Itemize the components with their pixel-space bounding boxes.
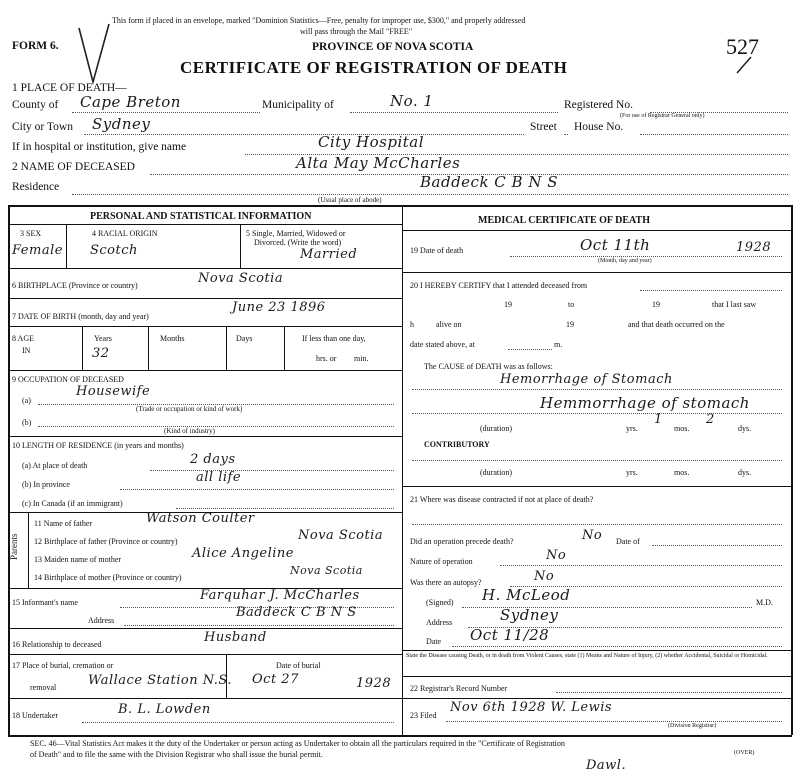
house-no-label: House No. [574, 121, 624, 133]
dys-2-label: dys. [738, 468, 752, 477]
certify-year-c: 19 [566, 320, 574, 329]
contributory-label: CONTRIBUTORY [424, 440, 490, 449]
sex-value: Female [12, 243, 63, 258]
relationship-label: 16 Relationship to deceased [12, 640, 102, 649]
slash-mark-icon [735, 55, 755, 75]
in-province-label: (b) In province [22, 480, 70, 489]
dob-value: June 23 1896 [232, 300, 326, 315]
marital-label-2: Divorced. (Write the word) [254, 238, 342, 247]
date-of-death-value: Oct 11th [580, 236, 651, 254]
occupation-a: (a) [22, 396, 31, 405]
certify-label: 20 I HEREBY CERTIFY that I attended deceased from [410, 281, 588, 290]
marital-value: Married [300, 247, 358, 262]
in-province-value: all life [196, 470, 242, 485]
burial-date-label: Date of burial [276, 661, 321, 670]
form-number: FORM 6. [12, 40, 59, 52]
mother-value: Alice Angeline [192, 546, 294, 561]
footer-initials: Dawl. [586, 758, 627, 773]
undertaker-value: B. L. Lowden [118, 702, 211, 717]
age-label: 8 AGE [12, 334, 34, 343]
birthplace-value: Nova Scotia [198, 271, 284, 286]
mother-label: 13 Maiden name of mother [34, 555, 122, 564]
place-of-death-label: 1 PLACE OF DEATH— [12, 82, 127, 94]
certify-occurred: and that death occurred on the [628, 320, 725, 329]
less-than-day-label: If less than one day, [302, 334, 366, 343]
dob-label: 7 DATE OF BIRTH (month, day and year) [12, 312, 149, 321]
relationship-value: Husband [204, 630, 267, 645]
racial-origin-value: Scotch [90, 243, 138, 258]
undertaker-label: 18 Undertaker [12, 711, 58, 720]
date-of-label: Date of [616, 537, 640, 546]
marital-label-1: 5 Single, Married, Widowed or [246, 229, 346, 238]
birthplace-label: 6 BIRTHPLACE (Province or country) [12, 281, 138, 290]
dys-label: dys. [738, 424, 752, 433]
registrar-record-label: 22 Registrar's Record Number [410, 684, 508, 693]
occupation-value: Housewife [76, 384, 151, 399]
duration-label: (duration) [480, 424, 512, 433]
certify-year-b: 19 [652, 300, 660, 309]
occupation-a-note: (Trade or occupation or kind of work) [136, 405, 243, 413]
yrs-label: yrs. [626, 424, 638, 433]
occupation-b-note: (Kind of industry) [164, 427, 215, 435]
hospital-value: City Hospital [318, 133, 425, 151]
certify-date-stated: date stated above, at [410, 340, 475, 349]
informant-label: 15 Informant's name [12, 598, 78, 607]
deceased-name-label: 2 NAME OF DECEASED [12, 161, 135, 173]
residence-note: (Usual place of abode) [318, 196, 382, 204]
racial-origin-label: 4 RACIAL ORIGIN [92, 229, 158, 238]
autopsy-value: No [534, 569, 555, 584]
informant-value: Farquhar J. McCharles [200, 588, 360, 603]
duration-2-label: (duration) [480, 468, 512, 477]
date-of-death-label: 19 Date of death [410, 246, 464, 255]
certify-alive: alive on [436, 320, 462, 329]
mail-notice-1: This form if placed in an envelope, marked "Dominion Statistics—Free, penalty for improper use, $300," and properly addressed [112, 16, 526, 25]
days-label: Days [236, 334, 253, 343]
operation-value: No [582, 528, 603, 543]
parents-label: Parents [9, 533, 19, 560]
certify-last-saw: that I last saw [712, 300, 757, 309]
father-birthplace-label: 12 Birthplace of father (Province or country) [34, 537, 178, 546]
months-label: Months [160, 334, 185, 343]
operation-label: Did an operation precede death? [410, 537, 514, 546]
registered-no-label: Registered No. [564, 99, 633, 111]
date-of-death-year: 1928 [736, 240, 772, 255]
burial-label-2: removal [30, 683, 57, 692]
medical-date-value: Oct 11/28 [470, 626, 550, 644]
filed-value: Nov 6th 1928 W. Lewis [450, 700, 613, 715]
mother-birthplace-value: Nova Scotia [290, 564, 363, 577]
city-value: Sydney [92, 115, 151, 133]
mos-value: 2 [706, 412, 715, 427]
at-place-label: (a) At place of death [22, 461, 88, 470]
occupation-b: (b) [22, 418, 32, 427]
county-label: County of [12, 99, 59, 111]
years-label: Years [94, 334, 112, 343]
burial-label-1: 17 Place of burial, cremation or [12, 661, 114, 670]
years-value: 32 [92, 346, 110, 361]
hrs-label: hrs. or [316, 354, 337, 363]
medical-address-label: Address [426, 618, 453, 627]
mos-label: mos. [674, 424, 690, 433]
father-value: Watson Coulter [146, 511, 255, 526]
hospital-label: If in hospital or institution, give name [12, 141, 187, 153]
burial-date-value: Oct 27 [252, 672, 299, 687]
county-value: Cape Breton [80, 93, 181, 111]
municipality-value: No. 1 [390, 92, 434, 110]
footer-line-1: SEC. 46—Vital Statistics Act makes it the duty of the Undertaker or person acting as Undertaker to obtain all the particulars required in the "Certificate of Registration [30, 739, 565, 748]
residence-length-label: 10 LENGTH OF RESIDENCE (in years and months) [12, 441, 184, 450]
min-label: min. [354, 354, 369, 363]
informant-address-label: Address [88, 616, 115, 625]
filed-note: (Division Registrar) [668, 723, 717, 729]
signed-label: (Signed) [426, 598, 454, 607]
footer-line-2: of Death" and to file the same with the Division Registrar who shall issue the burial permit. [30, 750, 323, 759]
city-label: City or Town [12, 121, 73, 133]
age-in-label: IN [22, 346, 31, 355]
footer-over: (OVER) [734, 750, 755, 756]
cause-note: State the Disease causing Death, or in death from Violent Causes, state (1) Means and Nature of Injury, (2) whether Accidental, Suicidal or Homicidal. [406, 653, 768, 659]
sex-label: 3 SEX [20, 229, 42, 238]
occupation-label: 9 OCCUPATION OF DECEASED [12, 375, 124, 384]
medical-date-label: Date [426, 637, 442, 646]
nature-label: Nature of operation [410, 557, 473, 566]
certify-to: to [568, 300, 575, 309]
date-of-death-note: (Month, day and year) [598, 258, 652, 264]
in-canada-label: (c) In Canada (if an immigrant) [22, 499, 123, 508]
personal-heading: PERSONAL AND STATISTICAL INFORMATION [90, 211, 312, 222]
cause-value-1: Hemorrhage of Stomach [500, 372, 673, 387]
filed-label: 23 Filed [410, 711, 437, 720]
father-label: 11 Name of father [34, 519, 93, 528]
yrs-2-label: yrs. [626, 468, 638, 477]
certify-year-a: 19 [504, 300, 512, 309]
municipality-label: Municipality of [262, 99, 334, 111]
signed-value: H. McLeod [482, 586, 571, 604]
at-place-value: 2 days [190, 452, 236, 467]
autopsy-label: Was there an autopsy? [410, 578, 482, 587]
yrs-value: 1 [654, 412, 663, 427]
certify-h: h [410, 320, 414, 329]
cause-label: The CAUSE of DEATH was as follows: [424, 362, 553, 371]
father-birthplace-value: Nova Scotia [298, 528, 384, 543]
md-label: M.D. [756, 598, 773, 607]
burial-year: 1928 [356, 676, 392, 691]
registered-no-note: (For use of Registrar General only) [620, 113, 705, 119]
medical-address-value: Sydney [500, 606, 559, 624]
informant-address-value: Baddeck C B N S [236, 605, 357, 620]
certify-m: m. [554, 340, 563, 349]
certificate-title: CERTIFICATE OF REGISTRATION OF DEATH [180, 58, 568, 77]
deceased-name-value: Alta May McCharles [296, 154, 461, 172]
mos-2-label: mos. [674, 468, 690, 477]
medical-heading: MEDICAL CERTIFICATE OF DEATH [478, 215, 650, 226]
street-label: Street [530, 121, 557, 133]
contracted-label: 21 Where was disease contracted if not at place of death? [410, 495, 594, 504]
certificate-number: 527 [726, 34, 759, 59]
cause-value-2: Hemmorrhage of stomach [540, 394, 750, 412]
province-heading: PROVINCE OF NOVA SCOTIA [312, 41, 474, 53]
residence-value: Baddeck C B N S [420, 173, 559, 191]
nature-value: No [546, 548, 567, 563]
burial-place-value: Wallace Station N.S. [88, 673, 232, 688]
mother-birthplace-label: 14 Birthplace of mother (Province or country) [34, 573, 182, 582]
mail-notice-2: will pass through the Mail "FREE" [300, 27, 413, 36]
residence-label: Residence [12, 181, 60, 193]
